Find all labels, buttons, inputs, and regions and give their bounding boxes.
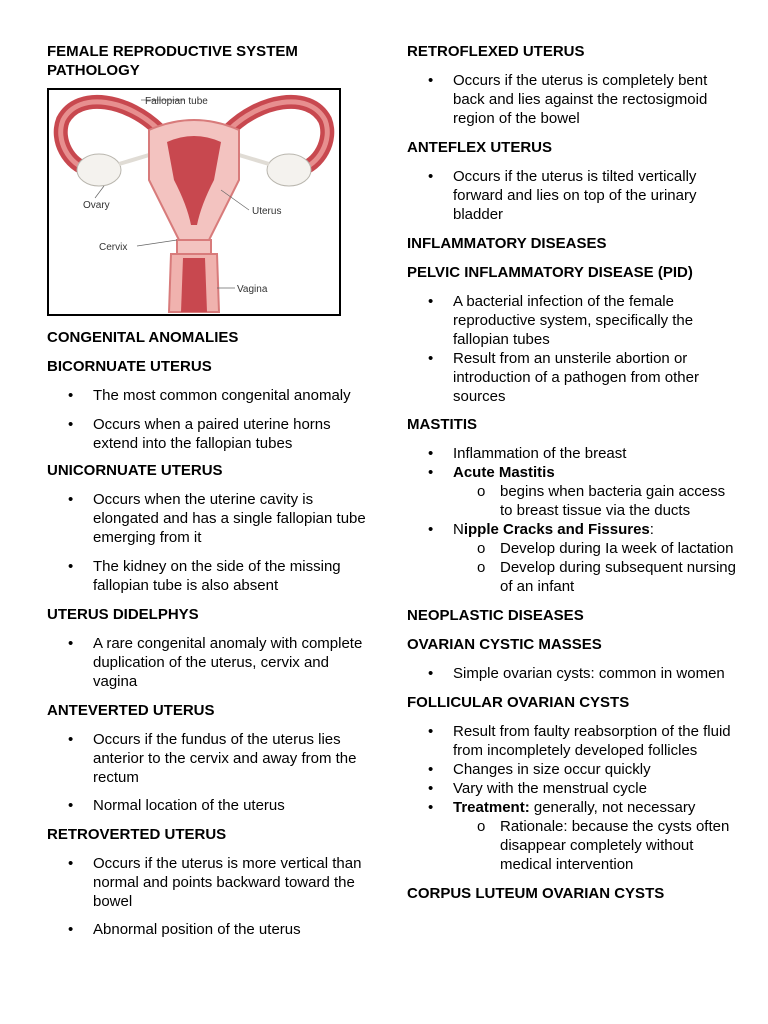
right-ovary: [267, 154, 311, 186]
label-cervix: Cervix: [99, 242, 128, 253]
ovarian-list: [407, 664, 737, 683]
list-item: • Acute Mastitis: [428, 464, 555, 481]
right-column: [407, 42, 737, 903]
sub-list-item: o Rationale: because the cysts often disappear completely without medical intervention: [477, 818, 730, 873]
left-column: [47, 42, 367, 939]
label-ovary: Ovary: [83, 200, 110, 211]
page-title: FEMALE REPRODUCTIVE SYSTEM PATHOLOGY: [47, 43, 298, 79]
heading-mastitis: MASTITIS: [407, 416, 477, 433]
anteflex-list: [407, 167, 737, 224]
retroflexed-list: [407, 71, 737, 128]
didelphys-list: [47, 634, 367, 691]
sub-list-item: o Develop during subsequent nursing of an infant: [477, 559, 736, 595]
heading-anteflex-uterus: ANTEFLEX UTERUS: [407, 139, 553, 156]
list-item: • Occurs if the uterus is more vertical than normal and points backward toward the bowel: [68, 855, 362, 910]
heading-retroflexed-uterus: RETROFLEXED UTERUS: [407, 43, 585, 60]
label-fallopian-tube: Fallopian tube: [145, 96, 208, 107]
heading-uterus-didelphys: UTERUS DIDELPHYS: [47, 606, 199, 623]
list-item: • Vary with the menstrual cycle: [428, 780, 647, 797]
heading-retroverted-uterus: RETROVERTED UTERUS: [47, 826, 227, 843]
mastitis-list: [407, 444, 737, 596]
list-item: • Changes in size occur quickly: [428, 761, 651, 778]
uterus-illustration: [49, 90, 339, 314]
list-item: • A bacterial infection of the female reproductive system, specifically the fallopian tubes: [428, 293, 694, 348]
sub-list-item: o begins when bacteria gain access to breast tissue via the ducts: [477, 483, 726, 519]
list-item: • Simple ovarian cysts: common in women: [428, 665, 725, 682]
unicornuate-list: [47, 490, 367, 595]
list-item: • Abnormal position of the uterus: [68, 921, 301, 938]
list-item: • Nipple Cracks and Fissures:: [428, 521, 654, 538]
list-item: • Occurs when a paired uterine horns extend into the fallopian tubes: [68, 416, 331, 452]
heading-inflammatory-diseases: INFLAMMATORY DISEASES: [407, 235, 607, 252]
list-item: • Normal location of the uterus: [68, 797, 285, 814]
list-item: • Treatment: generally, not necessary: [428, 799, 696, 816]
heading-congenital-anomalies: CONGENITAL ANOMALIES: [47, 329, 239, 346]
pid-list: [407, 292, 737, 406]
list-item: • Result from faulty reabsorption of the fluid from incompletely developed follicles: [428, 723, 731, 759]
list-item: • The most common congenital anomaly: [68, 387, 351, 404]
heading-ovarian-cystic-masses: OVARIAN CYSTIC MASSES: [407, 636, 602, 653]
label-vagina: Vagina: [237, 284, 268, 295]
heading-bicornuate-uterus: BICORNUATE UTERUS: [47, 358, 212, 375]
heading-pid: PELVIC INFLAMMATORY DISEASE (PID): [407, 264, 693, 281]
retroverted-list: [47, 854, 367, 939]
follicular-list: [407, 722, 737, 874]
list-item: • Occurs if the uterus is completely bent back and lies against the rectosigmoid region of the bowel: [428, 72, 708, 127]
heading-neoplastic-diseases: NEOPLASTIC DISEASES: [407, 607, 584, 624]
heading-follicular-ovarian-cysts: FOLLICULAR OVARIAN CYSTS: [407, 694, 630, 711]
bicornuate-list: [47, 386, 367, 453]
list-item: • A rare congenital anomaly with complete duplication of the uterus, cervix and vagina: [68, 635, 363, 690]
list-item: • Occurs if the fundus of the uterus lies anterior to the cervix and away from the rectum: [68, 731, 357, 786]
heading-unicornuate-uterus: UNICORNUATE UTERUS: [47, 462, 223, 479]
list-item: • Inflammation of the breast: [428, 445, 627, 462]
left-ovary: [77, 154, 121, 186]
list-item: • Result from an unsterile abortion or introduction of a pathogen from other sources: [428, 350, 699, 405]
label-uterus: Uterus: [252, 206, 282, 217]
cervix: [177, 240, 211, 254]
anatomy-figure: [47, 88, 341, 316]
heading-anteverted-uterus: ANTEVERTED UTERUS: [47, 702, 215, 719]
sub-list-item: o Develop during Ia week of lactation: [477, 540, 734, 557]
anteverted-list: [47, 730, 367, 815]
list-item: • Occurs if the uterus is tilted vertically forward and lies on top of the urinary bladder: [428, 168, 697, 223]
heading-corpus-luteum-ovarian-cysts: CORPUS LUTEUM OVARIAN CYSTS: [407, 885, 665, 902]
list-item: • Occurs when the uterine cavity is elongated and has a single fallopian tube emerging from it: [68, 491, 366, 546]
list-item: • The kidney on the side of the missing fallopian tube is also absent: [68, 558, 341, 594]
